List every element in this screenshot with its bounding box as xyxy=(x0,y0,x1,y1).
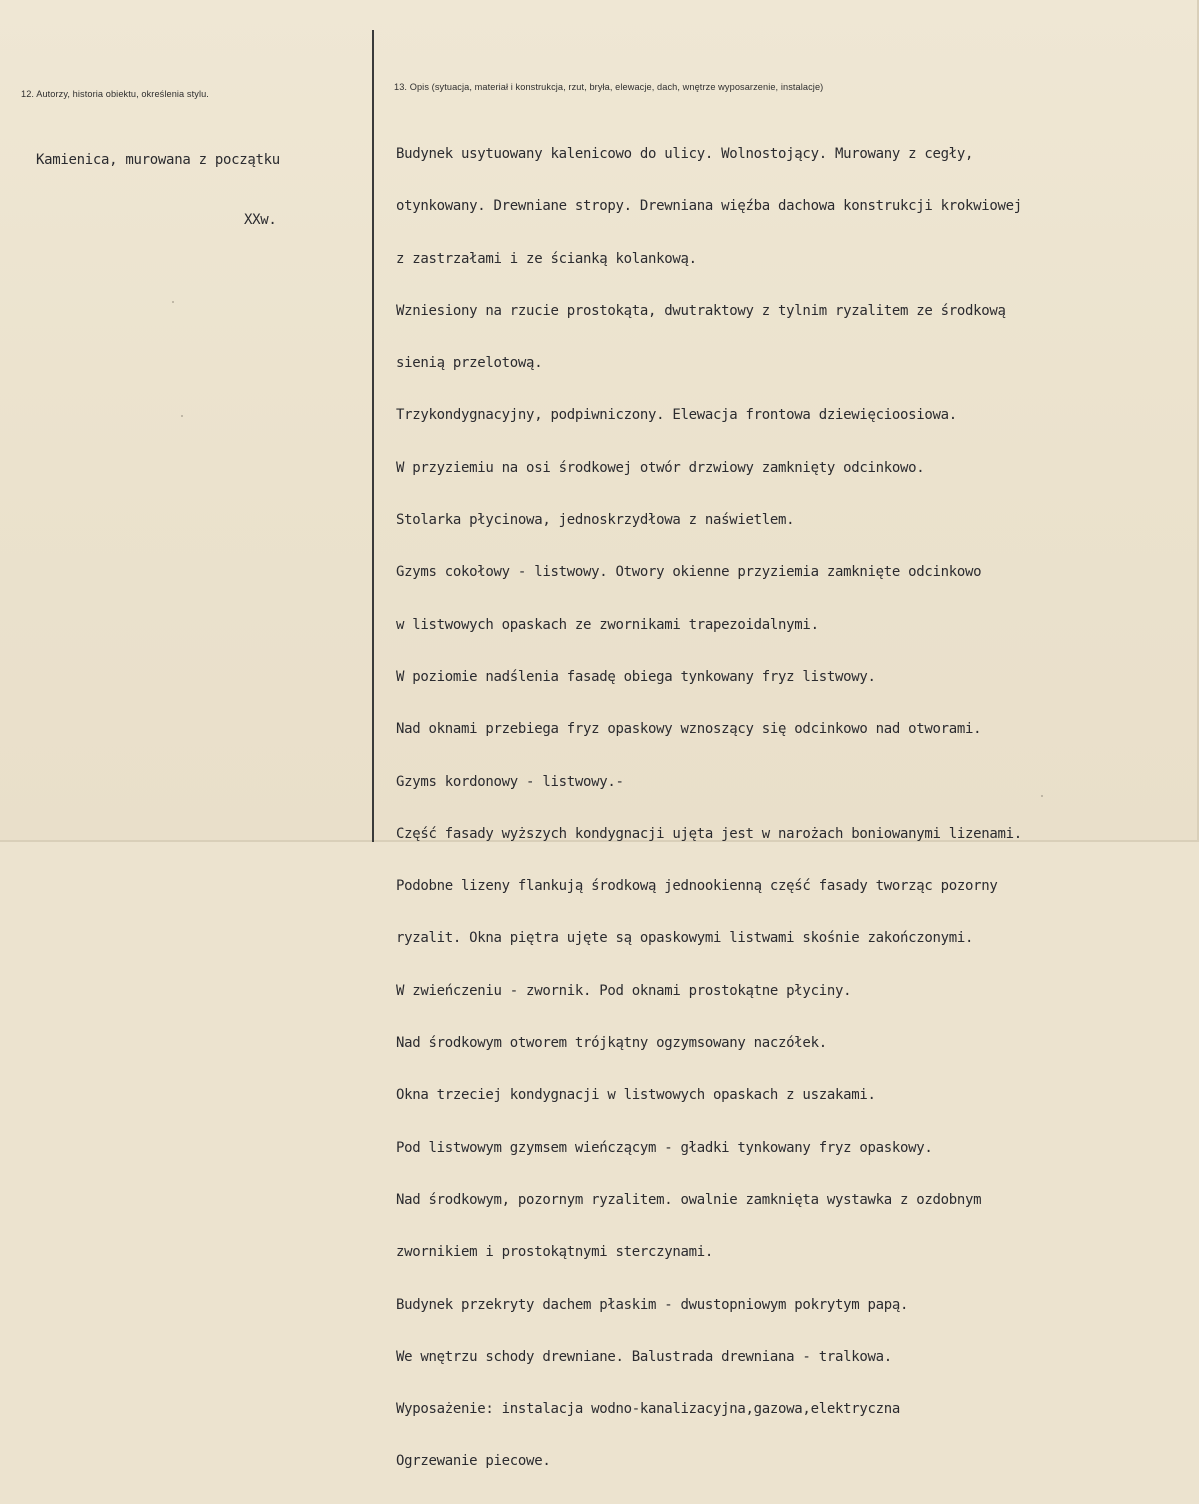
description-line: Podobne lizeny flankują środkową jednookienną część fasady tworząc pozorny xyxy=(396,878,998,895)
field-label-authors-history-style: 12. Autorzy, historia obiektu, określenia stylu. xyxy=(21,89,209,99)
description-line: Nad środkowym otworem trójkątny ogzymsowany naczółek. xyxy=(396,1035,827,1052)
description-line: Część fasady wyższych kondygnacji ujęta jest w narożach boniowanymi lizenami. xyxy=(396,825,1022,842)
description-line: W zwieńczeniu - zwornik. Pod oknami prostokątne płyciny. xyxy=(396,982,852,999)
description-line: W przyziemiu na osi środkowej otwór drzwiowy zamknięty odcinkowo. xyxy=(396,459,925,476)
column-divider xyxy=(372,30,374,842)
description-line: Nad oknami przebiega fryz opaskowy wznoszący się odcinkowo nad otworami. xyxy=(396,721,982,738)
description-line: w listwowych opaskach ze zwornikami trapezoidalnymi. xyxy=(396,616,819,633)
field-label-description: 13. Opis (sytuacja, materiał i konstrukcja, rzut, bryła, elewacje, dach, wnętrze wyposarzenie, instalacje) xyxy=(394,82,824,92)
paper-speck xyxy=(172,301,174,303)
description-line: otynkowany. Drewniane stropy. Drewniana więźba dachowa konstrukcji krokwiowej xyxy=(396,198,1022,215)
description-text xyxy=(396,112,1022,1504)
description-line: Wzniesiony na rzucie prostokąta, dwutraktowy z tylnim ryzalitem ze środkową xyxy=(396,302,1006,319)
description-line: Stolarka płycinowa, jednoskrzydłowa z naświetlem. xyxy=(396,512,795,529)
description-line: Pod listwowym gzymsem wieńczącym - gładki tynkowany fryz opaskowy. xyxy=(396,1139,933,1156)
description-line: Budynek przekryty dachem płaskim - dwustopniowym pokrytym papą. xyxy=(396,1296,909,1313)
description-line: Wyposażenie: instalacja wodno-kanalizacyjna,gazowa,elektryczna xyxy=(396,1401,900,1418)
left-text-line: XXw. xyxy=(244,212,277,228)
description-line: Trzykondygnacyjny, podpiwniczony. Elewacja frontowa dziewięcioosiowa. xyxy=(396,407,957,424)
left-column-text xyxy=(36,110,280,270)
description-line: z zastrzałami i ze ścianką kolankową. xyxy=(396,250,697,267)
description-line: sienią przelotową. xyxy=(396,355,543,372)
description-line: ryzalit. Okna piętra ujęte są opaskowymi listwami skośnie zakończonymi. xyxy=(396,930,974,947)
description-line: zwornikiem i prostokątnymi sterczynami. xyxy=(396,1244,714,1261)
description-line: We wnętrzu schody drewniane. Balustrada drewniana - tralkowa. xyxy=(396,1348,892,1365)
description-line: Gzyms kordonowy - listwowy.- xyxy=(396,773,624,790)
left-text-line: Kamienica, murowana z początku xyxy=(36,152,280,168)
description-line: Okna trzeciej kondygnacji w listwowych opaskach z uszakami. xyxy=(396,1087,876,1104)
paper-speck xyxy=(181,415,183,417)
description-line: Gzyms cokołowy - listwowy. Otwory okienne przyziemia zamknięte odcinkowo xyxy=(396,564,982,581)
description-line: W poziomie nadślenia fasadę obiega tynkowany fryz listwowy. xyxy=(396,668,876,685)
description-line: Ogrzewanie piecowe. xyxy=(396,1453,551,1470)
description-line: Budynek usytuowany kalenicowo do ulicy. Wolnostojący. Murowany z cegły, xyxy=(396,146,974,162)
paper-speck xyxy=(1041,795,1043,797)
description-line: Nad środkowym, pozornym ryzalitem. owalnie zamknięta wystawka z ozdobnym xyxy=(396,1191,982,1208)
